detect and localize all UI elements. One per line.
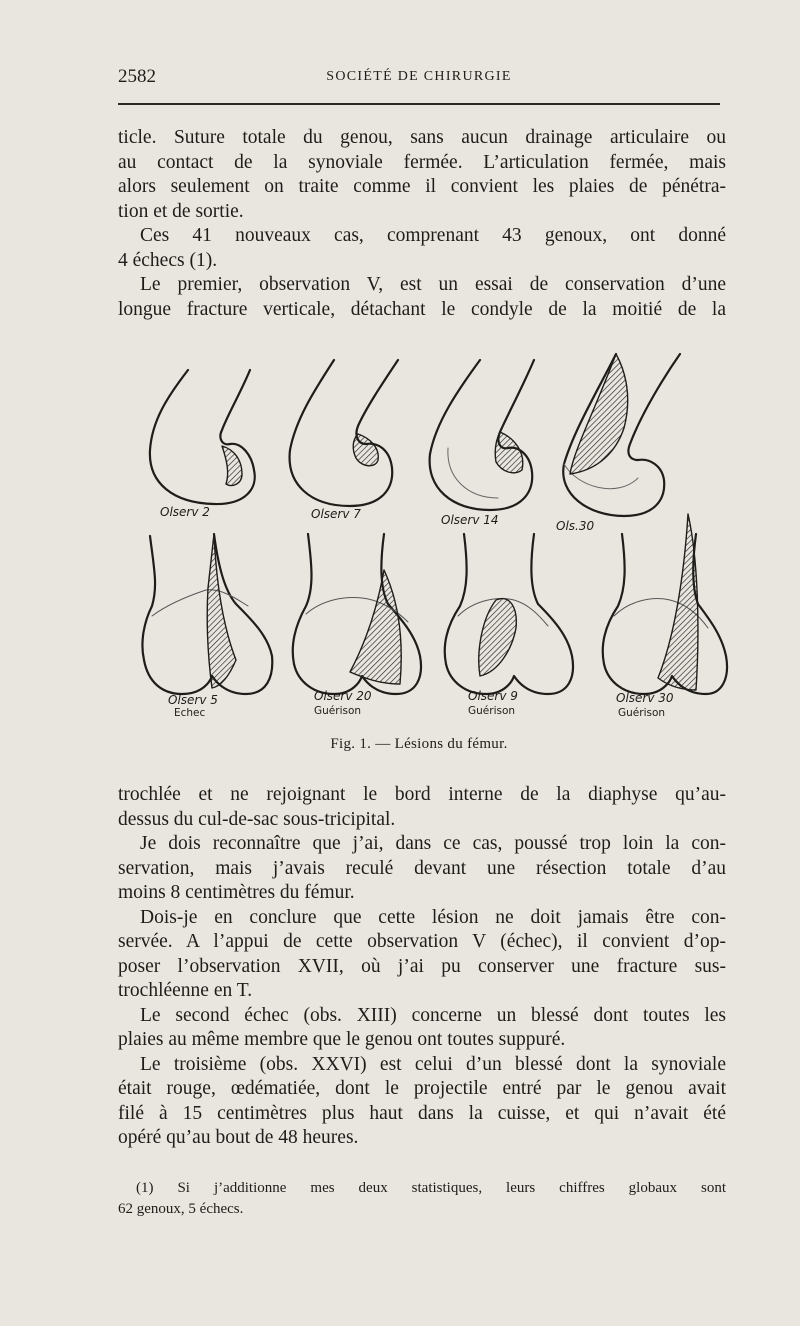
text-line: dessus du cul-de-sac sous-tricipital. <box>118 808 396 830</box>
text-line: tion et de sortie. <box>118 200 244 222</box>
figure-caption: Fig. 1. — Lésions du fémur. <box>330 736 508 752</box>
text-line: servation, mais j’avais reculé devant une résection totale d’au <box>118 857 726 879</box>
text-line: trochlée et ne rejoignant le bord interne de la diaphyse qu’au- <box>118 784 726 805</box>
text-line: poser l’observation XVII, où j’ai pu conserver une fracture sus- <box>118 955 726 977</box>
femur-lateral-obs14 <box>430 360 534 510</box>
text-line: Dois-je en conclure que cette lésion ne doit jamais être con- <box>140 906 726 928</box>
text-line: trochléenne en T. <box>118 980 253 1001</box>
footnote-line: (1) Si j’additionne mes deux statistiques, leurs chiffres globaux sont <box>136 1180 726 1196</box>
femur-lateral-obs30 <box>563 354 680 516</box>
label-top-2: Olserv 7 <box>311 507 361 521</box>
label-bottom-1: Olserv 5 <box>168 693 218 707</box>
page-number: 2582 <box>118 66 156 87</box>
text-line: Ces 41 nouveaux cas, comprenant 43 genoux, ont donné <box>140 225 726 246</box>
footnote <box>118 1178 726 1220</box>
outcome-1: Echec <box>174 707 206 719</box>
footnote-line: 62 genoux, 5 échecs. <box>118 1201 244 1217</box>
label-top-1: Olserv 2 <box>160 505 210 519</box>
outcome-2: Guérison <box>314 705 362 717</box>
text-line: servée. A l’appui de cette observation V (échec), il convient d’op- <box>118 931 726 952</box>
text-line: plaies au même membre que le genou ont toutes suppuré. <box>118 1029 566 1050</box>
text-line: alors seulement on traite comme il convient les plaies de pénétra- <box>118 176 726 197</box>
text-line: Le premier, observation V, est un essai de conservation d’une <box>140 274 726 295</box>
text-line: opéré qu’au bout de 48 heures. <box>118 1127 359 1148</box>
text-line: longue fracture verticale, détachant le condyle de la moitié de la <box>118 298 726 320</box>
body-text-bottom <box>118 783 726 1151</box>
femur-lateral-obs2 <box>150 370 255 504</box>
label-bottom-4: Olserv 30 <box>616 691 674 705</box>
label-bottom-2: Olserv 20 <box>314 689 372 703</box>
text-line: au contact de la synoviale fermée. L’articulation fermée, mais <box>118 151 726 173</box>
outcome-4: Guérison <box>618 707 666 719</box>
running-title: SOCIÉTÉ DE CHIRURGIE <box>326 69 512 84</box>
text-line: filé à 15 centimètres plus haut dans la cuisse, et qui n’avait été <box>118 1102 726 1124</box>
page-header <box>118 66 720 90</box>
text-line: était rouge, œdématiée, dont le projectile entré par le genou avait <box>118 1078 726 1099</box>
header-rule <box>118 103 720 105</box>
label-bottom-3: Olserv 9 <box>468 689 518 703</box>
text-line: 4 échecs (1). <box>118 249 218 271</box>
femur-frontal-obs30 <box>603 514 727 694</box>
label-top-4: Ols.30 <box>556 519 595 533</box>
text-line: Le second échec (obs. XIII) concerne un blessé dont toutes les <box>140 1004 726 1026</box>
femur-frontal-obs9 <box>445 534 573 694</box>
femur-frontal-obs20 <box>293 534 421 694</box>
label-top-3: Olserv 14 <box>441 513 499 527</box>
text-line: ticle. Suture totale du genou, sans aucun drainage articulaire ou <box>118 127 726 148</box>
outcome-3: Guérison <box>468 705 516 717</box>
text-line: Je dois reconnaître que j’ai, dans ce cas, poussé trop loin la con- <box>140 833 726 854</box>
body-text-top <box>118 126 726 322</box>
text-line: Le troisième (obs. XXVI) est celui d’un blessé dont la synoviale <box>140 1053 726 1075</box>
femur-lateral-obs7 <box>290 360 398 506</box>
femur-frontal-obs5 <box>142 534 272 694</box>
femur-drawings <box>118 338 730 728</box>
figure-femur-lesions <box>118 338 730 728</box>
text-line: moins 8 centimètres du fémur. <box>118 882 355 903</box>
